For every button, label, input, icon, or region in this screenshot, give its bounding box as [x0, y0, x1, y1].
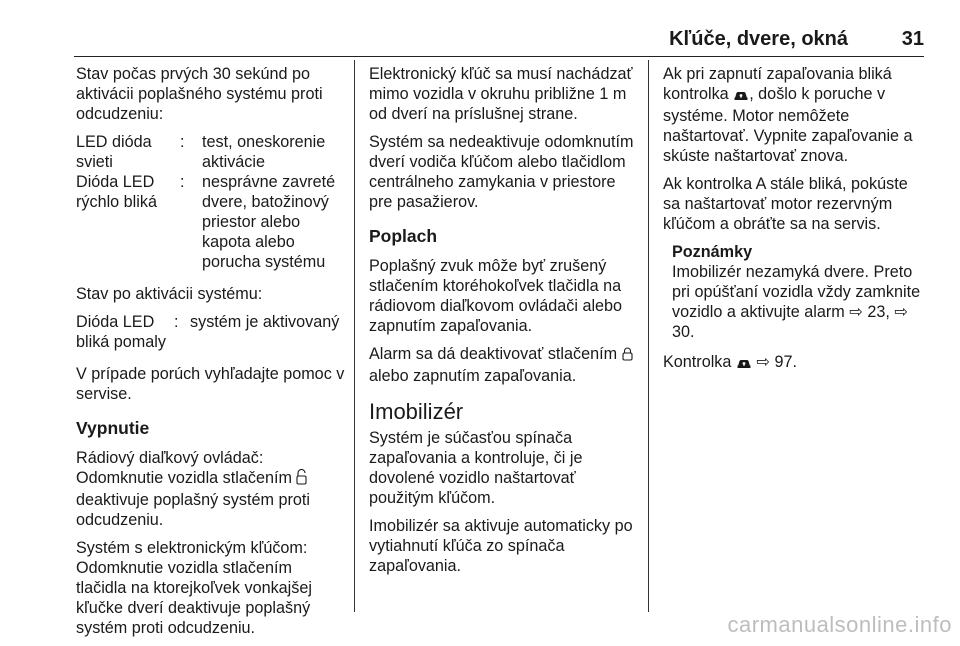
column-divider-2 — [648, 60, 649, 612]
poplach-heading: Poplach — [369, 226, 438, 246]
imobilizer-text: Systém je súčasťou spínača zapaľovania a kontroluje, či je dovolené vozidlo naštartovať použitým kľúčom. — [369, 429, 583, 507]
led-status-table: LED dióda svieti : test, oneskorenie aktivácie Dióda LED rýchlo bliká : nesprávne zavreté dvere, batožinový priestor alebo kapota alebo porucha systému — [76, 132, 346, 272]
page-ref-link[interactable]: 30 — [672, 323, 691, 341]
table-label: Dióda LED bliká pomaly — [76, 313, 166, 351]
alarm-deactivate-text: Alarm sa dá deaktivovať stlačením alebo zapnutím zapaľovania. — [369, 344, 635, 386]
arrow-ref-icon: ⇨ — [849, 303, 863, 321]
header-divider — [74, 56, 924, 57]
table-value: systém je aktivovaný — [190, 313, 340, 331]
kontrolka-ref-text: Kontrolka ⇨ 97. — [663, 352, 928, 374]
table-value: nesprávne zavreté dvere, batožinový priestor alebo kapota alebo porucha systému — [202, 173, 336, 271]
watermark: carmanualsonline.info — [727, 612, 952, 637]
key-range-text: Elektronický kľúč sa musí nachádzať mimo vozidla v okruhu približne 1 m od dverí na príslušnej strane. — [369, 65, 633, 123]
vypnutie-heading: Vypnutie — [76, 418, 150, 438]
note-text: Imobilizér nezamyká dvere. Preto pri opúšťaní vozidla vždy zamknite vozidlo a aktivujte alarm ⇨ 23, ⇨ 30. — [672, 263, 921, 341]
page-ref-link[interactable]: 23 — [867, 303, 886, 321]
column-divider-1 — [354, 60, 355, 612]
no-deactivate-text: Systém sa nedeaktivuje odomknutím dverí vodiča kľúčom alebo tlačidlom centrálneho zamykania v priestore pre pasažierov. — [369, 133, 634, 211]
page-ref-link[interactable]: 97 — [774, 353, 793, 371]
table-label: Dióda LED rýchlo bliká — [76, 173, 157, 211]
imobilizer-auto-text: Imobilizér sa aktivuje automaticky po vytiahnutí kľúča zo spínača zapaľovania. — [369, 517, 633, 575]
column-3 — [663, 64, 928, 382]
led-active-table: Dióda LED bliká pomaly : systém je aktivovaný — [76, 312, 346, 352]
remote-text: Rádiový diaľkový ovládač: Odomknutie vozidla stlačením deaktivuje poplašný systém proti odcudzeniu. — [76, 449, 310, 529]
lock-icon — [622, 346, 633, 366]
table-label: LED dióda svieti — [76, 133, 152, 171]
arrow-ref-icon: ⇨ — [894, 303, 908, 321]
column-2 — [369, 64, 635, 584]
warning-light-text: Ak pri zapnutí zapaľovania bliká kontrolka , došlo k poruche v systéme. Motor nemôžete naštartovať. Vypnite zapaľovanie a skúste naštartovať znova. — [663, 65, 913, 165]
note-box — [663, 242, 928, 342]
page-number: 31 — [901, 28, 924, 50]
alarm-cancel-text: Poplašný zvuk môže byť zrušený stlačením ktoréhokoľvek tlačidla na rádiovom diaľkovom ovládači alebo zapnutím zapaľovania. — [369, 257, 623, 335]
electronic-key-text: Systém s elektronickým kľúčom: Odomknutie vozidla stlačením tlačidla na ktorejkoľvek vonkajšej kľučke dverí deaktivuje poplašný systém proti odcudzeniu. — [76, 539, 312, 637]
table-value: test, oneskorenie aktivácie — [202, 133, 326, 171]
car-key-warning-icon — [733, 86, 749, 106]
persistent-blink-text: Ak kontrolka A stále bliká, pokúste sa naštartovať motor rezervným kľúčom a obráťte sa na servis. — [663, 175, 908, 233]
car-key-warning-icon — [736, 354, 752, 374]
note-heading: Poznámky — [672, 243, 753, 261]
intro-text: Stav počas prvých 30 sekúnd po aktivácii poplašného systému proti odcudzeniu: — [76, 65, 323, 123]
arrow-ref-icon: ⇨ — [756, 353, 770, 371]
fault-text: V prípade porúch vyhľadajte pomoc v servise. — [76, 365, 345, 403]
page-header — [0, 24, 960, 58]
page-title: Kľúče, dvere, okná — [669, 28, 848, 50]
imobilizer-heading: Imobilizér — [369, 399, 464, 424]
unlock-icon — [296, 469, 307, 490]
column-1 — [76, 64, 346, 646]
after-activation-text: Stav po aktivácii systému: — [76, 285, 263, 303]
